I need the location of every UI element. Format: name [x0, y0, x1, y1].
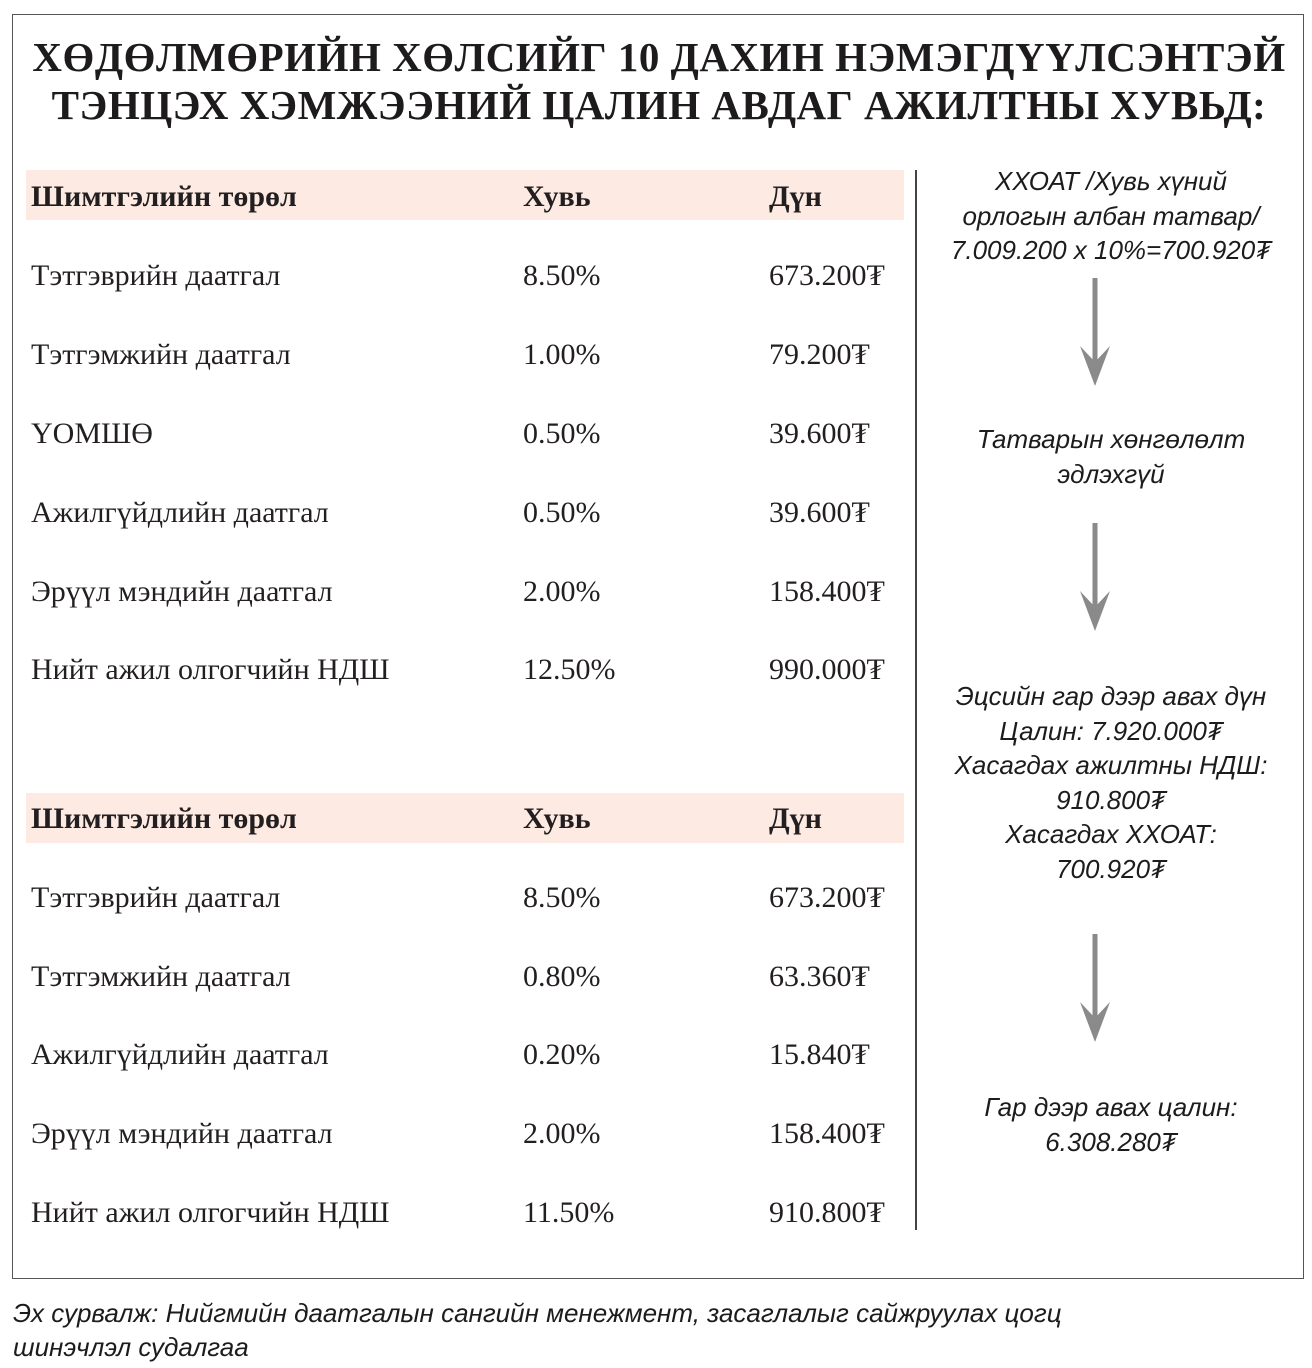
- table1-row-4-amount: 39.600₮: [769, 496, 870, 529]
- table1-row-3-type: ҮОМШӨ: [31, 417, 153, 450]
- table2-row-2-type: Тэтгэмжийн даатгал: [31, 960, 291, 993]
- table2-header-percent: Хувь: [523, 802, 591, 835]
- relief-note-line-1: Татварын хөнгөлөлт: [976, 424, 1246, 454]
- final-note-line-1: Эцсийн гар дээр авах дүн: [955, 681, 1267, 711]
- table1-row-3-amount: 39.600₮: [769, 417, 870, 450]
- table2-row-3-type: Ажилгүйдлийн даатгал: [31, 1038, 329, 1071]
- table1-row-4-percent: 0.50%: [523, 496, 601, 529]
- table1-row-6-type: Нийт ажил олгогчийн НДШ: [31, 653, 390, 686]
- table1-header-percent: Хувь: [523, 180, 591, 213]
- table1-row-1-amount: 673.200₮: [769, 259, 885, 292]
- table2-row-5-type: Нийт ажил олгогчийн НДШ: [31, 1196, 390, 1229]
- table2-row-3-amount: 15.840₮: [769, 1038, 870, 1071]
- table1-row-5-type: Эрүүл мэндийн даатгал: [31, 575, 333, 608]
- table1-row-4-type: Ажилгүйдлийн даатгал: [31, 496, 329, 529]
- final-note-line-6: 700.920₮: [1056, 853, 1166, 884]
- final-note-line-2: Цалин: 7.920.000₮: [999, 715, 1223, 746]
- table2-row-4-percent: 2.00%: [523, 1117, 601, 1150]
- source-line-2: шинэчлэл судалгаа: [13, 1332, 249, 1362]
- table2-row-5-amount: 910.800₮: [769, 1196, 885, 1229]
- final-note-line-3: Хасагдах ажилтны НДШ:: [954, 750, 1268, 780]
- table2-header-amount: Дүн: [769, 802, 822, 835]
- table1-row-1-percent: 8.50%: [523, 259, 601, 292]
- table2-header-type: Шимтгэлийн төрөл: [31, 802, 297, 835]
- table2-row-1-percent: 8.50%: [523, 881, 601, 914]
- table1-row-1-type: Тэтгэврийн даатгал: [31, 259, 281, 292]
- source-note: [13, 1296, 1303, 1364]
- table1-row-5-percent: 2.00%: [523, 575, 601, 608]
- table2-row-4-amount: 158.400₮: [769, 1117, 885, 1150]
- tax-note-line-1: ХХОАТ /Хувь хүний: [995, 166, 1227, 196]
- table2-row-3-percent: 0.20%: [523, 1038, 601, 1071]
- column-divider: [915, 170, 917, 1230]
- table1-row-2-amount: 79.200₮: [769, 338, 870, 371]
- take-home-line-1: Гар дээр авах цалин:: [984, 1092, 1238, 1122]
- table2-row-2-amount: 63.360₮: [769, 960, 870, 993]
- table1-header-type: Шимтгэлийн төрөл: [31, 180, 297, 213]
- take-home-salary-note: [920, 1090, 1302, 1159]
- tax-note-line-2: орлогын албан татвар/: [962, 200, 1260, 231]
- table2-row-1-amount: 673.200₮: [769, 881, 885, 914]
- table1-row-2-percent: 1.00%: [523, 338, 601, 371]
- take-home-line-2: 6.308.280₮: [1045, 1126, 1177, 1157]
- final-note-line-5: Хасагдах ХХОАТ:: [1005, 819, 1217, 849]
- table2-row-5-percent: 11.50%: [523, 1196, 615, 1229]
- table2-row-2-percent: 0.80%: [523, 960, 601, 993]
- table1-row-6-percent: 12.50%: [523, 653, 616, 686]
- title-line-2: ТЭНЦЭХ ХЭМЖЭЭНИЙ ЦАЛИН АВДАГ АЖИЛТНЫ ХУВЬД:: [51, 82, 1267, 128]
- down-arrow-icon: [1078, 523, 1112, 633]
- final-note-line-4: 910.800₮: [1056, 784, 1166, 815]
- table1-row-2-type: Тэтгэмжийн даатгал: [31, 338, 291, 371]
- table1-row-6-amount: 990.000₮: [769, 653, 885, 686]
- table2-row-4-type: Эрүүл мэндийн даатгал: [31, 1117, 333, 1150]
- down-arrow-icon: [1078, 934, 1112, 1044]
- tax-calculation-note: [920, 164, 1302, 268]
- final-amount-note: [920, 679, 1302, 886]
- title-line-1: ХӨДӨЛМӨРИЙН ХӨЛСИЙГ 10 ДАХИН НЭМЭГДҮҮЛСЭНТЭЙ: [32, 34, 1286, 80]
- source-line-1: Эх сурвалж: Нийгмийн даатгалын сангийн менежмент, засаглалыг сайжруулах цогц: [13, 1298, 1062, 1328]
- table1-row-3-percent: 0.50%: [523, 417, 601, 450]
- table2-row-1-type: Тэтгэврийн даатгал: [31, 881, 281, 914]
- down-arrow-icon: [1078, 278, 1112, 388]
- table1-row-5-amount: 158.400₮: [769, 575, 885, 608]
- table1-header-amount: Дүн: [769, 180, 822, 213]
- tax-relief-note: [920, 422, 1302, 491]
- tax-note-line-3: 7.009.200 х 10%=700.920₮: [950, 235, 1272, 265]
- relief-note-line-2: эдлэхгүй: [1057, 458, 1165, 489]
